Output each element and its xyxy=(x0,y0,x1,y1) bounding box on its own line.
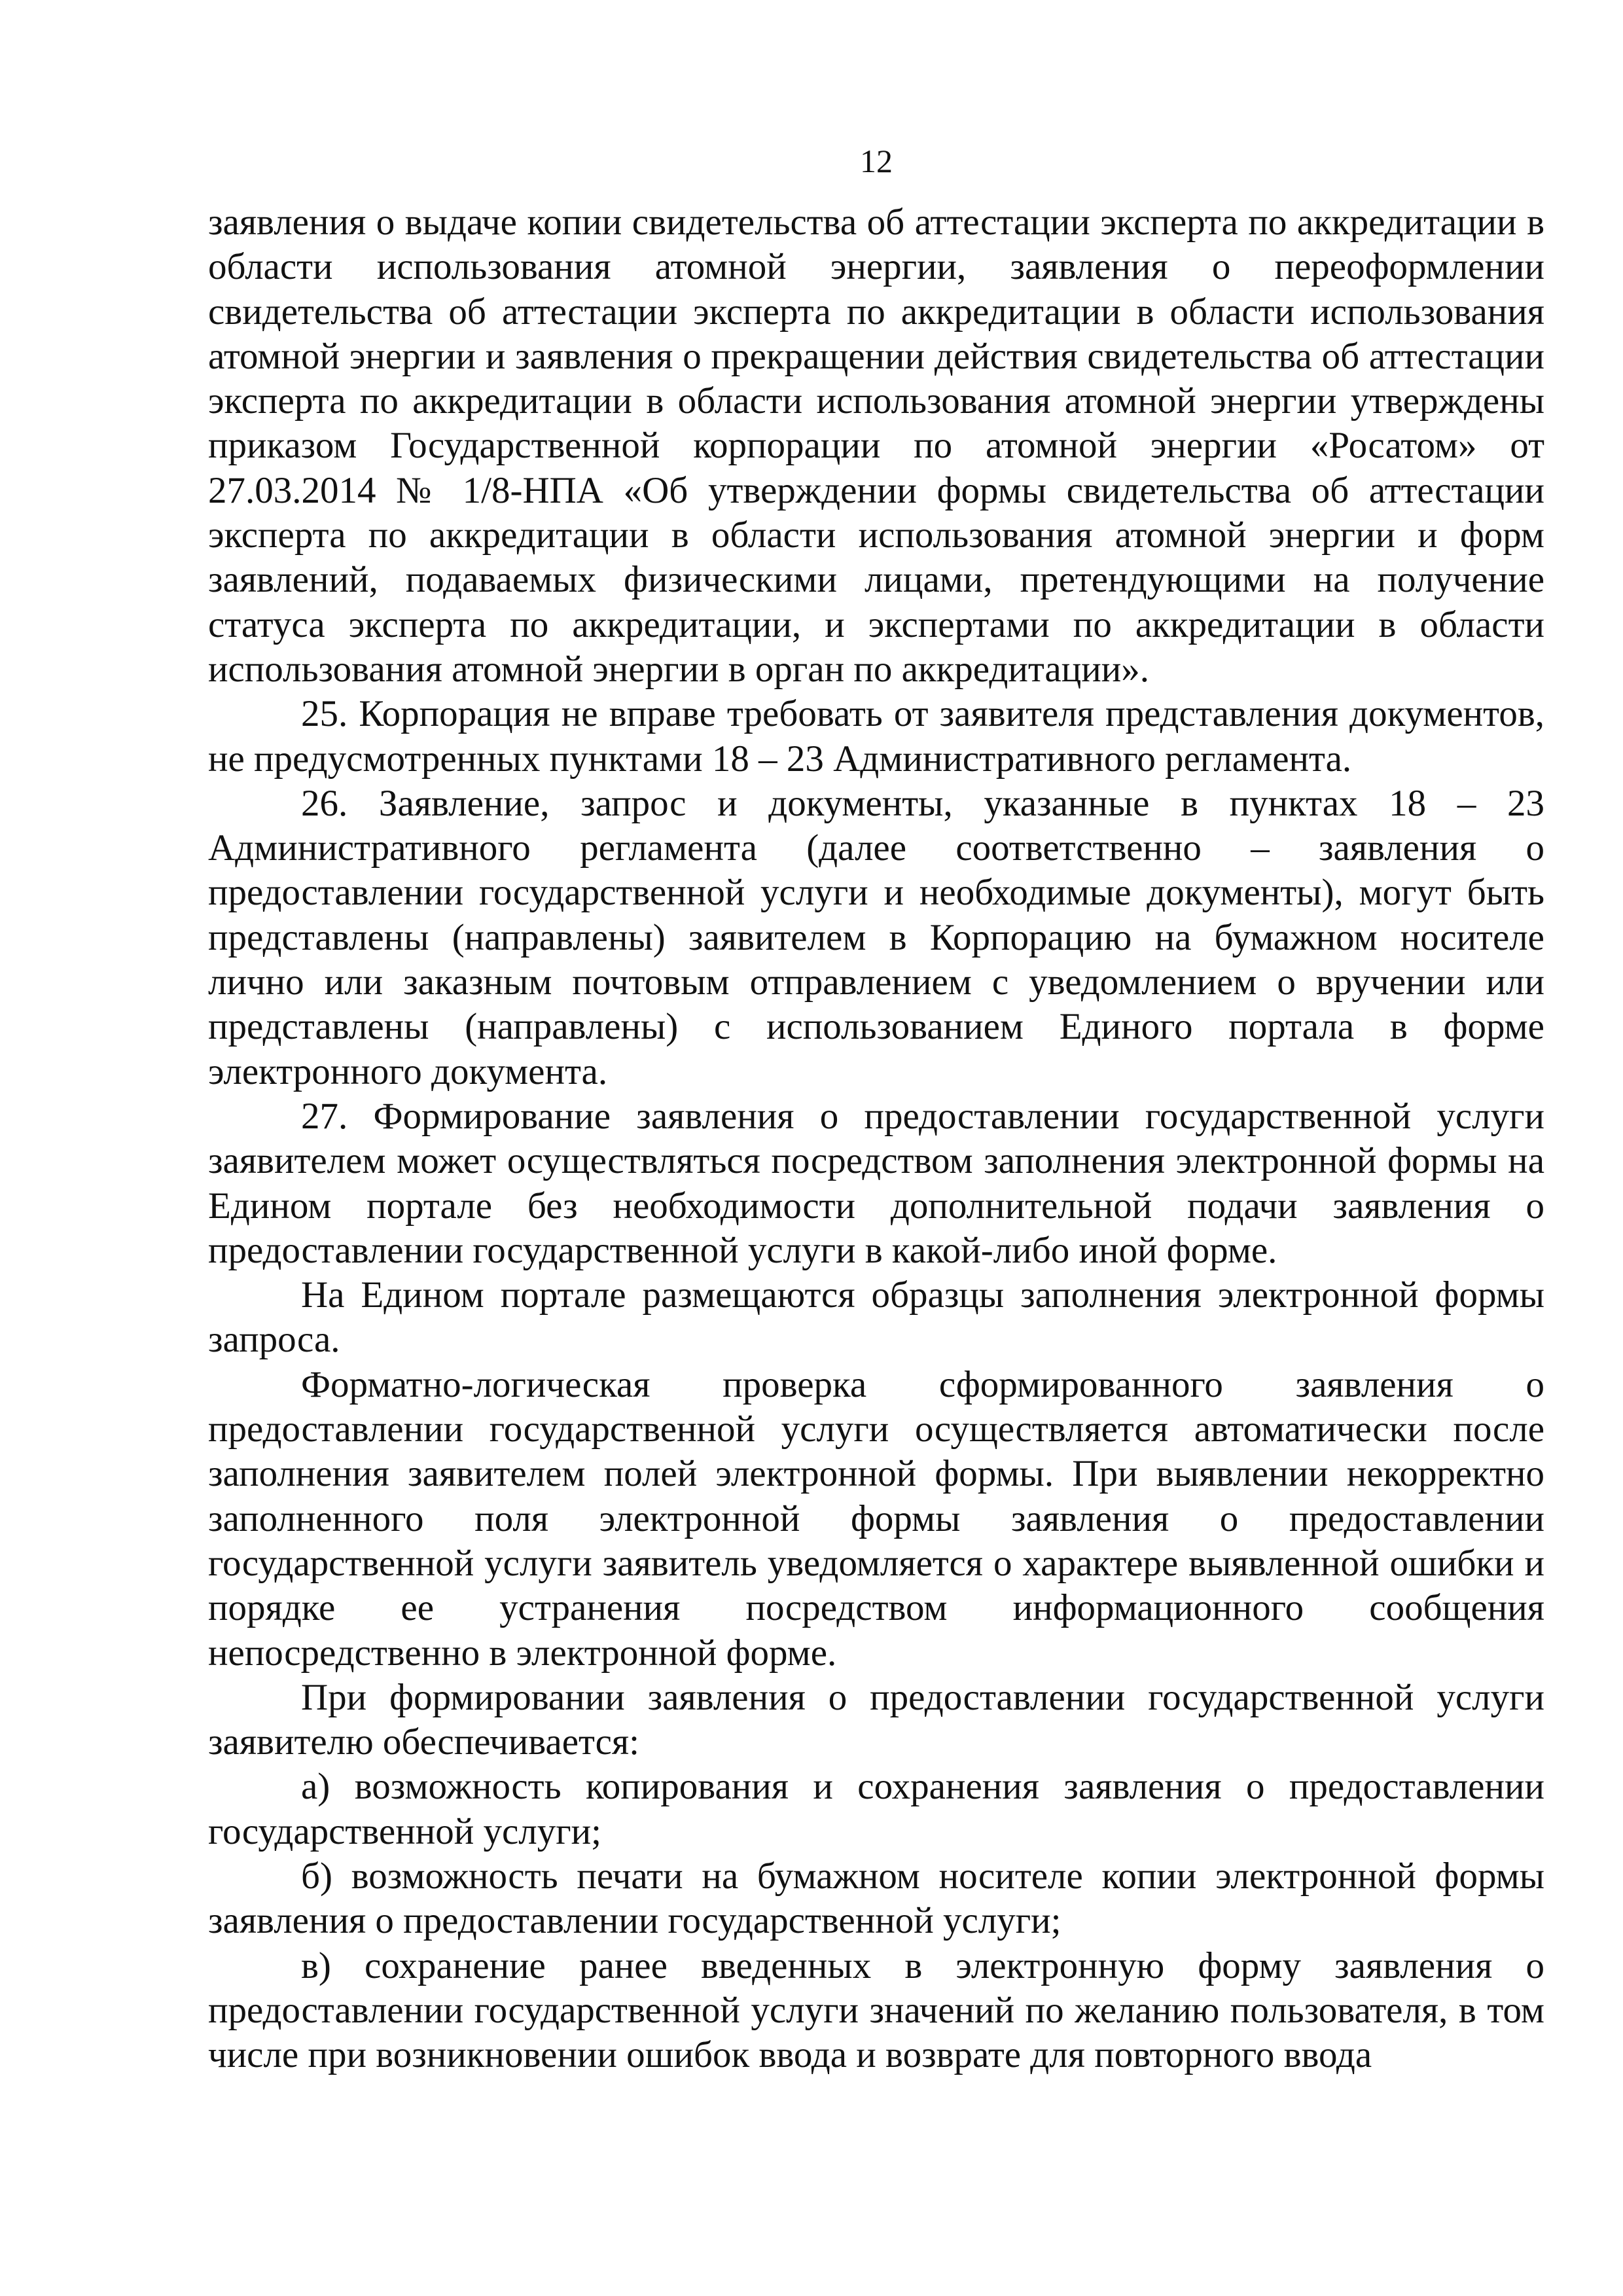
list-item-a: а) возможность копирования и сохранения заявления о предоставлении государственной услуги; xyxy=(208,1766,1544,1852)
paragraph-25: 25. Корпорация не вправе требовать от заявителя представления документов, не предусмотренных пунктами 18 – 23 Административного регламента. xyxy=(208,693,1544,780)
document-page xyxy=(208,0,1544,2296)
paragraph-continuation: заявления о выдаче копии свидетельства об аттестации эксперта по аккредитации в области использования атомной энергии, заявления о переоформлении свидетельства об аттестации эксперта по аккредитации в области использования атомной энергии и заявления о прекращении действия свидетельства об аттестации эксперта по аккредитации в области использования атомной энергии утверждены приказом Государственной корпорации по атомной энергии «Росатом» от 27.03.2014 № 1/8-НПА «Об утверждении формы свидетельства об аттестации эксперта по аккредитации в области использования атомной энергии и форм заявлений, подаваемых физическими лицами, претендующими на получение статуса эксперта по аккредитации, и экспертами по аккредитации в области использования атомной энергии в орган по аккредитации». xyxy=(208,202,1544,690)
paragraph-26: 26. Заявление, запрос и документы, указанные в пунктах 18 – 23 Административного регламента (далее соответственно – заявления о предоставлении государственной услуги и необходимые документы), могут быть представлены (направлены) заявителем в Корпорацию на бумажном носителе лично или заказным почтовым отправлением с уведомлением о вручении или представлены (направлены) с использованием Единого портала в форме электронного документа. xyxy=(208,782,1544,1092)
list-item-b: б) возможность печати на бумажном носителе копии электронной формы заявления о предоставлении государственной услуги; xyxy=(208,1855,1544,1942)
paragraph-27-portal-samples: На Едином портале размещаются образцы заполнения электронной формы запроса. xyxy=(208,1274,1544,1361)
page-number: 12 xyxy=(860,143,893,179)
paragraph-27-provisions-intro: При формировании заявления о предоставлении государственной услуги заявителю обеспечивается: xyxy=(208,1676,1544,1763)
paragraph-27: 27. Формирование заявления о предоставлении государственной услуги заявителем может осуществляться посредством заполнения электронной формы на Едином портале без необходимости дополнительной подачи заявления о предоставлении государственной услуги в какой-либо иной форме. xyxy=(208,1095,1544,1271)
list-item-v: в) сохранение ранее введенных в электронную форму заявления о предоставлении государственной услуги значений по желанию пользователя, в том числе при возникновении ошибок ввода и возврате для повторного ввода xyxy=(208,1945,1544,2076)
body-text xyxy=(208,200,1544,2077)
paragraph-27-format-check: Форматно-логическая проверка сформированного заявления о предоставлении государственной услуги осуществляется автоматически после заполнения заявителем полей электронной формы. При выявлении некорректно заполненного поля электронной формы заявления о предоставлении государственной услуги заявитель уведомляется о характере выявленной ошибки и порядке ее устранения посредством информационного сообщения непосредственно в электронной форме. xyxy=(208,1363,1544,1674)
